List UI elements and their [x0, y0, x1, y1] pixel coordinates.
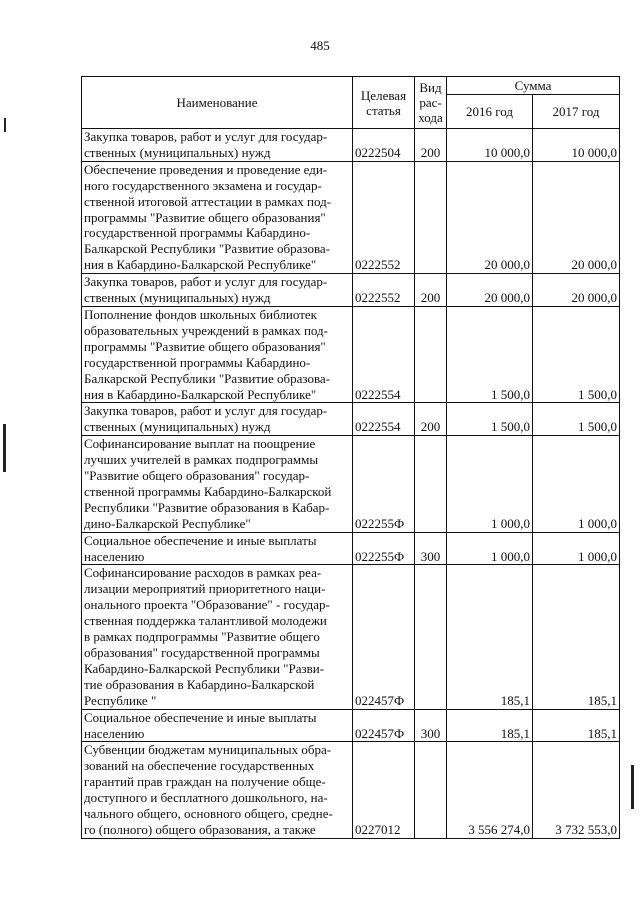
- row-sum-2016: 185,1: [447, 709, 533, 742]
- row-name-line: Республики "Развитие образования в Кабар-: [84, 499, 330, 515]
- row-target-article: 022255Ф: [353, 436, 415, 532]
- row-sum-2017: 185,1: [533, 709, 620, 742]
- row-sum-2017: 1 000,0: [533, 436, 620, 532]
- row-name: [82, 532, 353, 565]
- row-sum-2017: 20 000,0: [533, 161, 620, 273]
- row-sum-2016: 10 000,0: [447, 129, 533, 162]
- header-year-2017: 2017 год: [533, 95, 620, 129]
- row-name-line: дино-Балкарской Республике": [84, 515, 251, 531]
- row-name-line: Закупка товаров, работ и услуг для государ-: [84, 403, 328, 419]
- row-name-line: населению: [84, 725, 145, 741]
- table-row: [82, 403, 620, 436]
- table-row: [82, 129, 620, 162]
- row-name-line: образовательных учреждений в рамках под-: [84, 322, 328, 338]
- row-name-line: Балкарской Республики "Развитие образова-: [84, 370, 331, 386]
- row-name-line: ственной программы Кабардино-Балкарской: [84, 483, 332, 499]
- row-name-line: ния в Кабардино-Балкарской Республике": [84, 257, 317, 273]
- row-name: [82, 403, 353, 436]
- row-name: [82, 306, 353, 402]
- row-name-line: Закупка товаров, работ и услуг для государ-: [84, 274, 328, 290]
- table-row: [82, 565, 620, 709]
- row-name-line: в рамках подпрограммы "Развитие общего: [84, 629, 320, 645]
- row-name-line: государственной программы Кабардино-: [84, 225, 311, 241]
- header-target-article-line: статья: [366, 102, 401, 118]
- row-name-line: "Развитие общего образования" государ-: [84, 468, 310, 484]
- row-name-line: программы "Развитие общего образования": [84, 338, 326, 354]
- scan-edge-mark-middle: [3, 424, 6, 472]
- row-expense-type: [415, 565, 447, 709]
- row-name-line: Софинансирование расходов в рамках реа-: [84, 565, 322, 581]
- row-name-line: лучших учителей в рамках подпрограммы: [84, 452, 319, 468]
- header-target-article: [353, 77, 415, 129]
- row-expense-type: [415, 306, 447, 402]
- row-name-line: ственная поддержка талантливой молодежи: [84, 613, 327, 629]
- page-number: 485: [310, 38, 330, 53]
- row-name-line: тие образования в Кабардино-Балкарской: [84, 676, 315, 692]
- row-expense-type: 300: [415, 532, 447, 565]
- row-name: [82, 565, 353, 709]
- row-name-line: Пополнение фондов школьных библиотек: [84, 306, 317, 322]
- row-expense-type: [415, 742, 447, 838]
- row-name-line: чального общего, основного общего, средне-: [84, 806, 333, 822]
- row-name-line: ственных (муниципальных) нужд: [84, 144, 271, 160]
- row-target-article: 0222552: [353, 161, 415, 273]
- table-row: [82, 306, 620, 402]
- header-target-article-line: Целевая: [360, 87, 407, 103]
- row-name-line: онального проекта "Образование" - государ-: [84, 597, 330, 613]
- row-expense-type: 200: [415, 129, 447, 162]
- budget-table: [81, 76, 620, 839]
- row-target-article: 022255Ф: [353, 532, 415, 565]
- row-sum-2016: 20 000,0: [447, 161, 533, 273]
- row-sum-2016: 1 000,0: [447, 436, 533, 532]
- row-name-line: Балкарской Республики "Развитие образова-: [84, 241, 331, 257]
- row-expense-type: 200: [415, 274, 447, 307]
- row-name-line: ственных (муниципальных) нужд: [84, 290, 271, 306]
- row-target-article: 0227012: [353, 742, 415, 838]
- row-name-line: лизации мероприятий приоритетного наци-: [84, 581, 326, 597]
- row-sum-2017: 3 732 553,0: [533, 742, 620, 838]
- row-sum-2017: 185,1: [533, 565, 620, 709]
- row-name-line: образования" государственной программы: [84, 645, 320, 660]
- row-target-article: 022457Ф: [353, 565, 415, 709]
- row-target-article: 0222554: [353, 306, 415, 402]
- header-expense-type-line: рас-: [419, 95, 442, 110]
- row-name-line: Субвенции бюджетам муниципальных обра-: [84, 742, 332, 758]
- row-name-line: программы "Развитие общего образования": [84, 209, 326, 225]
- header-expense-type: [415, 77, 447, 129]
- header-year-2016: 2016 год: [447, 95, 533, 129]
- row-name: [82, 742, 353, 838]
- row-sum-2017: 1 500,0: [533, 306, 620, 402]
- row-sum-2017: 20 000,0: [533, 274, 620, 307]
- row-target-article: 0222504: [353, 129, 415, 162]
- row-name: [82, 436, 353, 532]
- row-name: [82, 709, 353, 742]
- row-name: [82, 161, 353, 273]
- row-name-line: ственных (муниципальных) нужд: [84, 419, 271, 435]
- table-row: [82, 436, 620, 532]
- header-expense-type-line: хода: [418, 110, 443, 125]
- row-name-line: Республике ": [84, 692, 157, 708]
- row-sum-2016: 20 000,0: [447, 274, 533, 307]
- row-name: [82, 274, 353, 307]
- row-target-article: 022457Ф: [353, 709, 415, 742]
- row-sum-2016: 185,1: [447, 565, 533, 709]
- row-expense-type: [415, 161, 447, 273]
- row-name-line: ного государственного экзамена и государ-: [84, 177, 322, 193]
- row-name-line: Обеспечение проведения и проведение еди-: [84, 161, 328, 177]
- row-name-line: гарантий прав граждан на получение обще-: [84, 774, 326, 790]
- row-sum-2016: 1 500,0: [447, 403, 533, 436]
- header-name: Наименование: [82, 77, 353, 129]
- table-row: [82, 161, 620, 273]
- row-sum-2016: 3 556 274,0: [447, 742, 533, 838]
- table-row: [82, 742, 620, 838]
- table-row: [82, 532, 620, 565]
- row-name-line: государственной программы Кабардино-: [84, 354, 311, 370]
- row-target-article: 0222552: [353, 274, 415, 307]
- table-row: [82, 274, 620, 307]
- row-name: [82, 129, 353, 162]
- row-target-article: 0222554: [353, 403, 415, 436]
- row-sum-2016: 1 500,0: [447, 306, 533, 402]
- row-expense-type: [415, 436, 447, 532]
- row-expense-type: 200: [415, 403, 447, 436]
- row-name-line: ственной итоговой аттестации в рамках под-: [84, 193, 332, 209]
- row-sum-2017: 1 500,0: [533, 403, 620, 436]
- row-name-line: доступного и бесплатного дошкольного, на-: [84, 790, 328, 806]
- header-expense-type-line: Вид: [419, 80, 442, 95]
- row-name-line: Социальное обеспечение и иные выплаты: [84, 709, 317, 725]
- row-name-line: ния в Кабардино-Балкарской Республике": [84, 386, 317, 402]
- row-expense-type: 300: [415, 709, 447, 742]
- row-name-line: зований на обеспечение государственных: [84, 758, 315, 774]
- header-sum: Сумма: [447, 77, 620, 95]
- row-sum-2017: 10 000,0: [533, 129, 620, 162]
- scan-edge-mark-right: [631, 765, 634, 809]
- row-name-line: населению: [84, 548, 145, 564]
- row-name-line: го (полного) общего образования, а также: [84, 821, 316, 837]
- table-row: [82, 709, 620, 742]
- row-sum-2017: 1 000,0: [533, 532, 620, 565]
- row-name-line: Кабардино-Балкарской Республики "Разви-: [84, 660, 325, 676]
- scan-edge-mark-top: [4, 118, 6, 132]
- row-name-line: Софинансирование выплат на поощрение: [84, 436, 316, 452]
- row-sum-2016: 1 000,0: [447, 532, 533, 565]
- row-name-line: Закупка товаров, работ и услуг для государ-: [84, 129, 328, 144]
- row-name-line: Социальное обеспечение и иные выплаты: [84, 532, 317, 548]
